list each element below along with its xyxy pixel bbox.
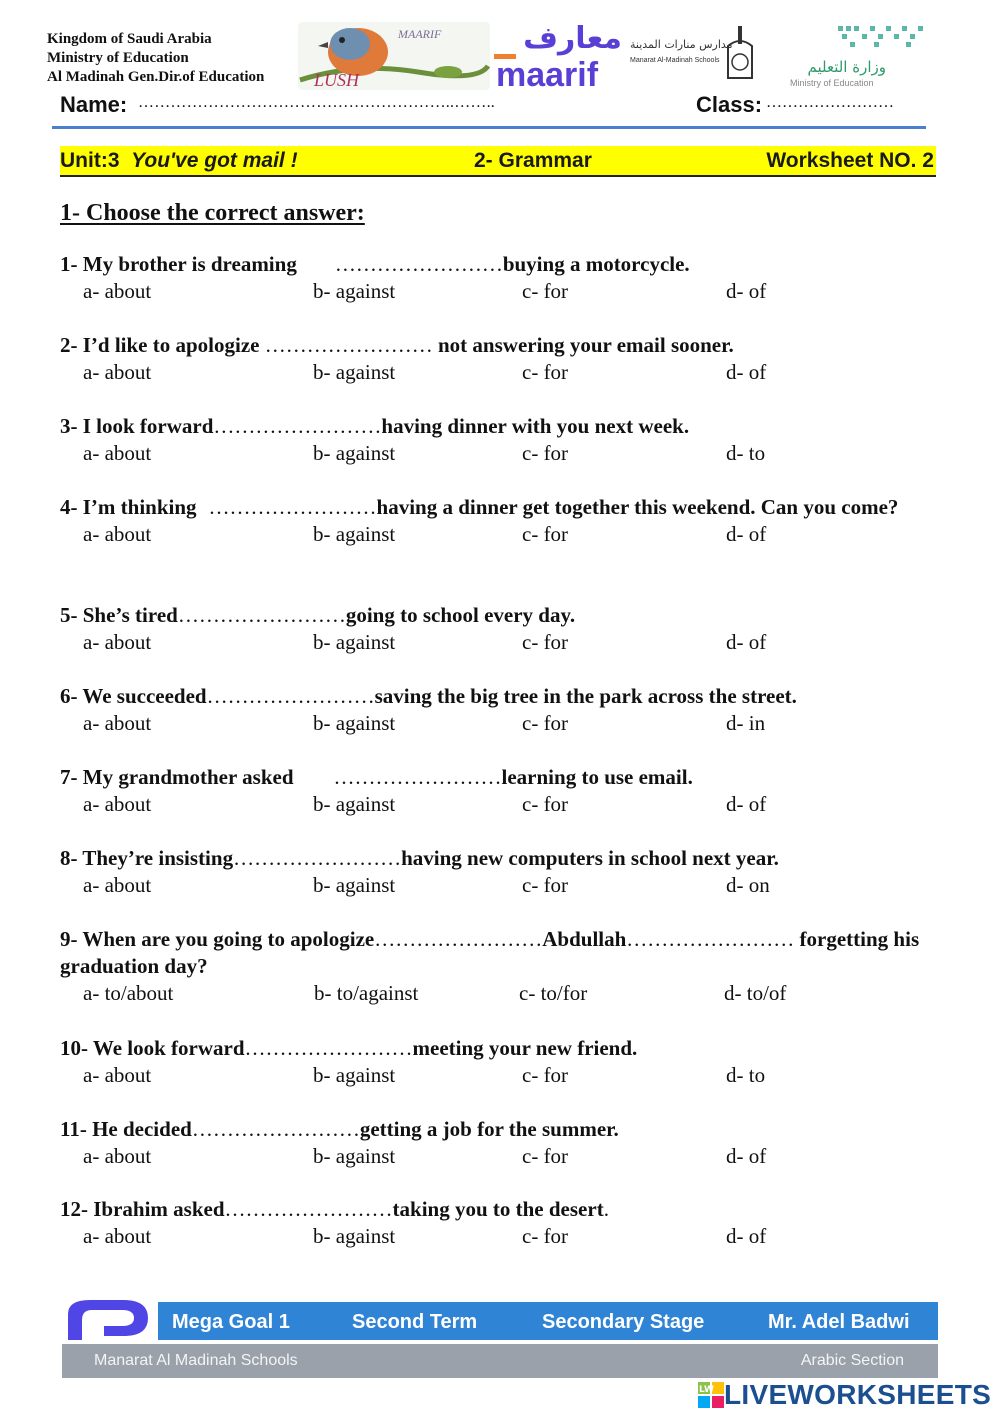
question-stem: 3- I look forward……………………having dinner with you next week. <box>60 414 690 438</box>
manarat-logo-graphic <box>628 18 770 90</box>
option-d[interactable]: d- of <box>726 279 767 303</box>
option-b[interactable]: b- against <box>313 792 396 816</box>
options-row <box>60 1143 930 1170</box>
svg-text:LW: LW <box>699 1385 714 1395</box>
option-d[interactable]: d- to/of <box>724 981 787 1005</box>
footer-logo-mark <box>62 1296 152 1342</box>
option-b[interactable]: b- against <box>313 360 396 384</box>
option-a[interactable]: a- about <box>83 1224 152 1248</box>
options-row <box>60 1223 930 1250</box>
answer-blank[interactable]: …………………… <box>264 333 433 357</box>
question-8 <box>60 845 930 899</box>
option-c[interactable]: c- for <box>522 1144 569 1168</box>
question-12 <box>60 1196 930 1250</box>
options-row <box>60 791 930 818</box>
svg-text:معارف: معارف <box>523 21 622 56</box>
question-stem: 6- We succeeded……………………saving the big tree in the park across the street. <box>60 684 797 708</box>
option-b[interactable]: b- against <box>313 441 396 465</box>
option-a[interactable]: a- about <box>83 1063 152 1087</box>
question-9 <box>60 926 930 1007</box>
question-6 <box>60 683 930 737</box>
option-d[interactable]: d- in <box>726 711 766 735</box>
question-stem: 8- They’re insisting……………………having new computers in school next year. <box>60 846 779 870</box>
option-b[interactable]: b- against <box>313 630 396 654</box>
option-a[interactable]: a- about <box>83 441 152 465</box>
answer-blank[interactable]: …………………… <box>206 684 375 708</box>
options-row <box>60 710 930 737</box>
option-d[interactable]: d- of <box>726 522 767 546</box>
ministry-of-education-logo <box>786 22 936 88</box>
ministry-header <box>47 30 264 87</box>
footer-school-bar <box>62 1344 938 1378</box>
section-title: 1- Choose the correct answer: <box>60 200 365 226</box>
footer-swoosh-icon <box>62 1296 152 1342</box>
grammar-label: 2- Grammar <box>474 149 592 172</box>
option-b[interactable]: b- against <box>313 1224 396 1248</box>
options-row <box>60 278 930 305</box>
answer-blank-2[interactable]: …………………… <box>626 927 795 951</box>
name-field[interactable]: …………………………………………………..…….. <box>138 94 495 111</box>
option-b[interactable]: b- against <box>313 711 396 735</box>
svg-text:Ministry of Education: Ministry of Education <box>790 78 874 88</box>
option-d[interactable]: d- of <box>726 792 767 816</box>
question-stem: 10- We look forward……………………meeting your new friend. <box>60 1036 638 1060</box>
answer-blank[interactable]: …………………… <box>244 1036 413 1060</box>
option-a[interactable]: a- about <box>83 873 152 897</box>
option-c[interactable]: c- for <box>522 522 569 546</box>
class-label: Class: <box>696 92 763 117</box>
manarat-logo <box>628 18 770 90</box>
options-row <box>60 440 930 467</box>
header-line-ministry: Ministry of Education <box>47 50 189 66</box>
option-b[interactable]: b- against <box>313 279 396 303</box>
option-b[interactable]: b- against <box>313 1063 396 1087</box>
svg-text:MAARIF: MAARIF <box>398 27 442 41</box>
option-d[interactable]: d- to <box>726 1063 766 1087</box>
question-stem: 1- My brother is dreaming ……………………buying a motorcycle. <box>60 252 690 276</box>
options-row <box>60 629 930 656</box>
option-a[interactable]: a- about <box>83 792 152 816</box>
answer-blank[interactable]: …………………… <box>191 1117 360 1141</box>
option-c[interactable]: c- for <box>522 360 569 384</box>
unit-bar <box>60 146 936 177</box>
question-4 <box>60 494 930 548</box>
answer-blank[interactable]: …………………… <box>233 846 402 870</box>
footer-teacher: Mr. Adel Badwi <box>768 1311 910 1333</box>
maarif-logo-graphic <box>494 18 624 92</box>
svg-text:Manarat Al-Madinah Schools: Manarat Al-Madinah Schools <box>630 57 720 64</box>
option-d[interactable]: d- of <box>726 360 767 384</box>
footer-school: Manarat Al Madinah Schools <box>94 1352 298 1369</box>
question-stem: 2- I’d like to apologize …………………… not answering your email sooner. <box>60 333 734 357</box>
footer-book: Mega Goal 1 <box>172 1311 290 1333</box>
question-stem: 9- When are you going to apologize……………………Abdullah…………………… forgetting his graduation day? <box>60 927 920 978</box>
option-a[interactable]: a- about <box>83 279 152 303</box>
option-b[interactable]: b- against <box>313 873 396 897</box>
option-d[interactable]: d- of <box>726 1144 767 1168</box>
option-c[interactable]: c- for <box>522 441 569 465</box>
answer-blank[interactable]: …………………… <box>334 252 503 276</box>
liveworksheets-brand[interactable] <box>698 1380 991 1410</box>
header-divider <box>52 126 926 129</box>
svg-text:maarif: maarif <box>496 56 599 92</box>
footer-info-bar <box>158 1302 938 1340</box>
option-c[interactable]: c- for <box>522 630 569 654</box>
option-c[interactable]: c- for <box>522 1224 569 1248</box>
ministry-logo-graphic <box>786 22 936 88</box>
option-c[interactable]: c- for <box>522 279 569 303</box>
question-stem: 11- He decided……………………getting a job for the summer. <box>60 1117 619 1141</box>
maarif-logo <box>494 18 624 92</box>
option-d[interactable]: d- to <box>726 441 766 465</box>
question-3 <box>60 413 930 467</box>
unit-label <box>60 146 298 175</box>
option-b[interactable]: b- against <box>313 522 396 546</box>
question-1 <box>60 251 930 305</box>
name-class-row <box>60 92 930 120</box>
answer-blank[interactable]: …………………… <box>208 495 377 519</box>
options-row <box>60 872 930 899</box>
unit-title: You've got mail ! <box>131 149 298 172</box>
question-5 <box>60 602 930 656</box>
option-d[interactable]: d- of <box>726 630 767 654</box>
option-b[interactable]: b- against <box>313 1144 396 1168</box>
header-line-country: Kingdom of Saudi Arabia <box>47 31 212 47</box>
question-10 <box>60 1035 930 1089</box>
svg-text:مدارس منارات المدينة: مدارس منارات المدينة <box>630 38 733 51</box>
option-a[interactable]: a- about <box>83 1144 152 1168</box>
question-2 <box>60 332 930 386</box>
option-a[interactable]: a- about <box>83 522 152 546</box>
svg-text:LUSH: LUSH <box>314 70 360 90</box>
footer-term: Second Term <box>352 1311 478 1333</box>
option-c[interactable]: c- to/for <box>519 981 588 1005</box>
option-d[interactable]: d- on <box>726 873 770 897</box>
option-b[interactable]: b- to/against <box>314 981 419 1005</box>
answer-blank[interactable]: …………………… <box>213 414 382 438</box>
option-a[interactable]: a- about <box>83 630 152 654</box>
option-a[interactable]: a- about <box>83 711 152 735</box>
options-row <box>60 980 930 1007</box>
svg-text:وزارة التعليم: وزارة التعليم <box>807 58 886 76</box>
option-a[interactable]: a- to/about <box>83 981 174 1005</box>
option-a[interactable]: a- about <box>83 360 152 384</box>
answer-blank[interactable]: …………………… <box>374 927 543 951</box>
liveworksheets-text: LIVEWORKSHEETS <box>724 1379 992 1410</box>
option-d[interactable]: d- of <box>726 1224 767 1248</box>
options-row <box>60 1062 930 1089</box>
bird-logo-graphic <box>298 22 490 90</box>
option-c[interactable]: c- for <box>522 873 569 897</box>
answer-blank[interactable]: …………………… <box>333 765 502 789</box>
question-stem: 7- My grandmother asked ……………………learning to use email. <box>60 765 693 789</box>
question-7 <box>60 764 930 818</box>
bird-logo <box>298 22 490 90</box>
answer-blank[interactable]: …………………… <box>224 1197 393 1221</box>
option-c[interactable]: c- for <box>522 711 569 735</box>
unit-prefix: Unit:3 <box>60 149 120 172</box>
answer-blank[interactable]: …………………… <box>177 603 346 627</box>
footer-stage: Secondary Stage <box>542 1311 705 1333</box>
header-line-directorate: Al Madinah Gen.Dir.of Education <box>47 69 265 85</box>
options-row <box>60 359 930 386</box>
question-11 <box>60 1116 930 1170</box>
footer-section: Arabic Section <box>800 1352 904 1369</box>
option-c[interactable]: c- for <box>522 1063 569 1087</box>
liveworksheets-logo-icon <box>698 1382 724 1408</box>
class-field[interactable]: …………………… <box>766 94 894 111</box>
question-stem: 12- Ibrahim asked……………………taking you to the desert. <box>60 1197 609 1221</box>
question-stem: 4- I’m thinking ……………………having a dinner get together this weekend. Can you come? <box>60 495 899 519</box>
name-label: Name: <box>60 92 128 117</box>
question-stem: 5- She’s tired……………………going to school every day. <box>60 603 576 627</box>
options-row <box>60 521 930 548</box>
option-c[interactable]: c- for <box>522 792 569 816</box>
worksheet-number: Worksheet NO. 2 <box>766 149 934 172</box>
